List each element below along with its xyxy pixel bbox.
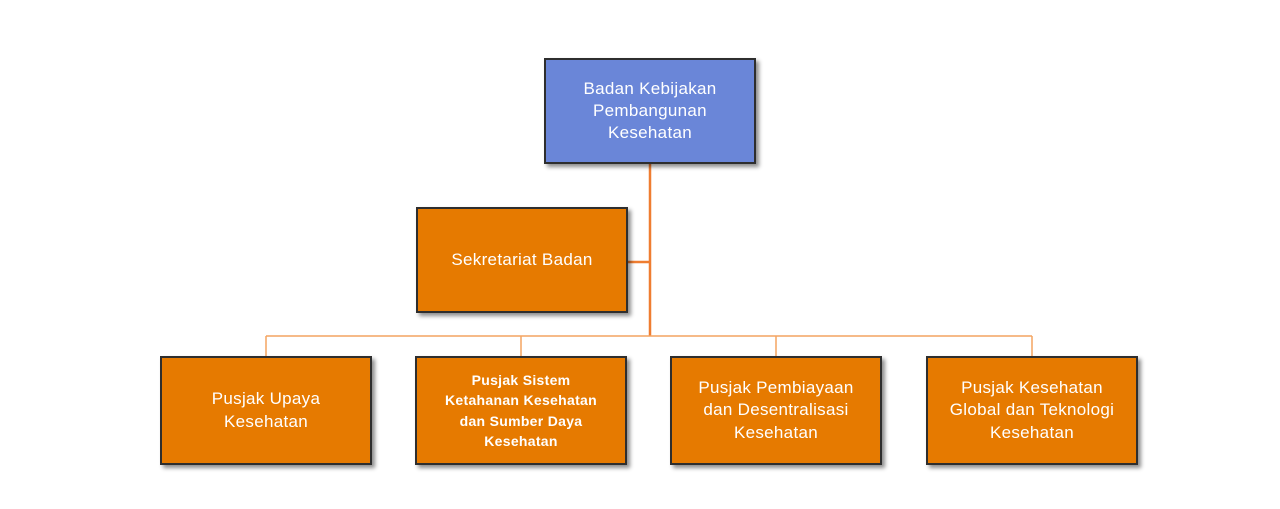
child-node-1-label: Pusjak Upaya Kesehatan	[211, 389, 321, 431]
child-node-4-label: Pusjak Kesehatan Global dan Teknologi Kesehatan	[949, 378, 1115, 442]
child-node-4	[926, 356, 1138, 465]
assistant-node	[416, 207, 628, 313]
assistant-node-label: Sekretariat Badan	[451, 249, 593, 269]
child-node-2	[415, 356, 627, 465]
child-node-1	[160, 356, 372, 465]
child-node-3	[670, 356, 882, 465]
root-node-label: Badan Kebijakan Pembangunan Kesehatan	[583, 78, 717, 143]
child-node-2-label: Pusjak Sistem Ketahanan Kesehatan dan Sumber Daya Kesehatan	[445, 371, 597, 449]
child-node-3-label: Pusjak Pembiayaan dan Desentralisasi Kesehatan	[698, 378, 854, 442]
root-node	[544, 58, 756, 164]
